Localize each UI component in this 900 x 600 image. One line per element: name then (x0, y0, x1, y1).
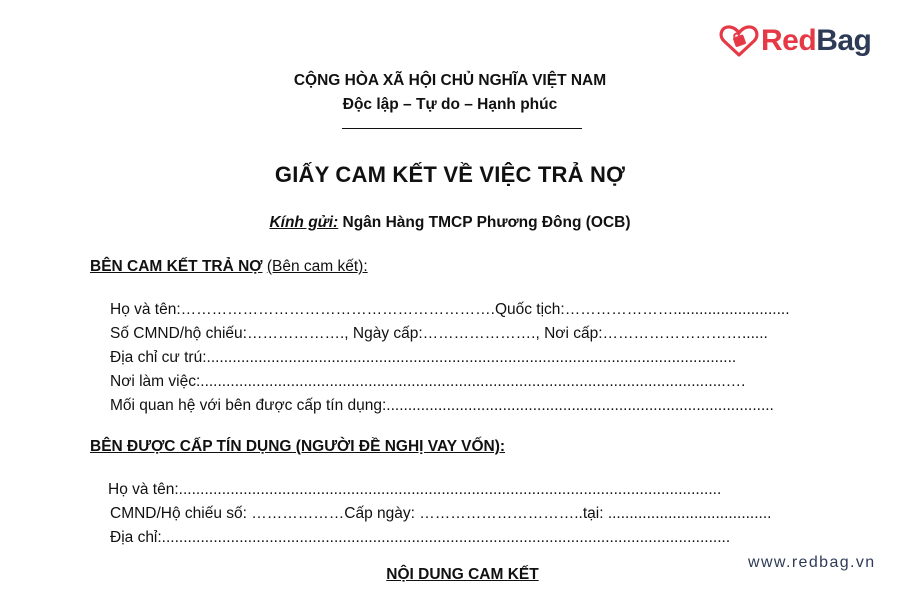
nation-title: CỘNG HÒA XÃ HỘI CHỦ NGHĨA VIỆT NAM (293, 72, 607, 89)
borrower-line-name: Họ và tên:.............................................................................................................................. (108, 481, 722, 498)
logo-wordmark: RedBag (761, 24, 872, 57)
national-motto: Độc lập – Tự do – Hạnh phúc (342, 96, 558, 113)
guarantor-heading (90, 258, 368, 276)
guarantor-line-address: Địa chỉ cư trú:........................................................................................................................... (110, 349, 737, 366)
recipient-value: Ngân Hàng TMCP Phương Đông (OCB) (342, 214, 631, 231)
recipient (0, 214, 900, 232)
header-divider (342, 128, 582, 129)
redbag-logo (719, 24, 871, 58)
guarantor-line-id: Số CMND/hộ chiếu:………………., Ngày cấp:…………………., Nơi cấp:………………………...... (110, 325, 768, 342)
borrower-heading (90, 438, 505, 456)
guarantor-line-workplace: Nơi làm việc:..........................................................................................................................…. (110, 373, 746, 390)
document-title: GIẤY CAM KẾT VỀ VIỆC TRẢ NỢ (274, 162, 626, 187)
guarantor-subheading: (Bên cam kết): (266, 258, 368, 275)
guarantor-line-relationship: Mối quan hệ với bên được cấp tín dụng:.......................................................................................... (110, 397, 774, 414)
heart-bag-icon (719, 24, 759, 58)
content-heading: NỘI DUNG CAM KẾT (386, 566, 539, 583)
borrower-line-address: Địa chỉ:.................................................................................................................................... (110, 529, 731, 546)
borrower-line-id: CMND/Hộ chiếu số: ………………Cấp ngày: …………………………..tại: ...................................... (110, 505, 772, 522)
website-url: www.redbag.vn (748, 554, 876, 571)
guarantor-line-name: Họ và tên:…………………………………………………….Quốc tịch:…………………........................... (110, 301, 790, 318)
guarantor-heading-text: BÊN CAM KẾT TRẢ NỢ (90, 258, 263, 275)
recipient-label: Kính gửi: (269, 214, 339, 231)
borrower-heading-text: BÊN ĐƯỢC CẤP TÍN DỤNG (NGƯỜI ĐỀ NGHỊ VAY VỐN): (90, 438, 506, 455)
